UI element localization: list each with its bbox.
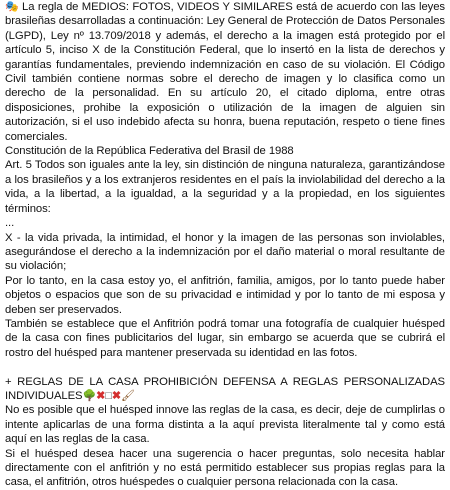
paragraph-privacy: Por lo tanto, en la casa estoy yo, el anfitrión, familia, amigos, por lo tanto puede haber objetos o espacios que son de su privacidad e intimidad y por lo tanto de mi esposa y deben ser preservados.: [5, 274, 445, 316]
paintbrush-icon: 🖌: [121, 389, 135, 402]
cross-mark-icon: ✖: [111, 389, 121, 402]
paragraph-media-rules: [5, 0, 445, 144]
section-heading-text: + REGLAS DE LA CASA PROHIBICIÓN DEFENSA A REGLAS PERSONALIZADAS INDIVIDUALES: [5, 375, 445, 402]
paragraph-suggestions: Si el huésped desea hacer una sugerencia o hacer preguntas, solo necesita hablar directamente con el anfitrión y no está permitido establecer sus propias reglas para la casa, el anfitrión, otros huéspedes o cualquier persona relacionada con la casa.: [5, 447, 445, 489]
paragraph-spacer: [5, 360, 445, 374]
item-x-text: X - la vida privada, la intimidad, el honor y la imagen de las personas son inviolables, asegurándose el derecho a la indemnización por el daño material o moral resultante de su violación;: [5, 231, 445, 273]
theater-masks-icon: 🎭: [5, 1, 19, 13]
constitution-title: Constitución de la República Federativa del Brasil de 1988: [5, 145, 294, 158]
section-heading-custom-rules: [5, 375, 445, 404]
cross-mark-icon: ✖: [96, 389, 106, 402]
paragraph-host-photos: También se establece que el Anfitrión podrá tomar una fotografía de cualquier huésped de la casa con fines publicitarios del lugar, sin embargo se acuerda que se cubrirá el rostro del huésped para mantener preservada su identidad en las fotos.: [5, 317, 445, 359]
paragraph-no-innovation: No es posible que el huésped innove las reglas de la casa, es decir, deje de cumplirlas o intente aplicarlas de una forma distinta a la aquí prevista literalmente tal y como está aquí en las reglas de la casa.: [5, 404, 445, 446]
paragraph-media-rules-text: La regla de MEDIOS: FOTOS, VIDEOS Y SIMILARES está de acuerdo con las leyes brasileñas desarrolladas a continuación: Ley General de Protección de Datos Personales (LGPD), Ley nº 13.709/2018 y además, el derecho a la imagen está protegido por el artículo 5, inciso X de la Constitución Federal, que lo insertó en la lista de derechos y garantías fundamentales, previendo indemnización en caso de su violación. El Código Civil también contiene normas sobre el derecho de imagen y lo clasifica como un derecho de la personalidad. En su artículo 20, el citado diploma, entre otras disposiciones, prohibe la exposición o utilización de la imagen de alguien sin autorización, si el uso indebido afecta su honra, buena reputación, respeto o tiene fines comerciales.: [5, 1, 445, 143]
ellipsis-line: ...: [5, 217, 15, 230]
tree-icon: 🌳: [82, 389, 97, 402]
article-5-text: Art. 5 Todos son iguales ante la ley, sin distinción de ninguna naturaleza, garantizándose a los brasileños y a los extranjeros residentes en el país la inviolabilidad del derecho a la vida, a la libertad, a la igualdad, a la seguridad y a la propiedad, en los siguientes términos:: [5, 159, 445, 215]
square-icon: □: [105, 389, 112, 402]
